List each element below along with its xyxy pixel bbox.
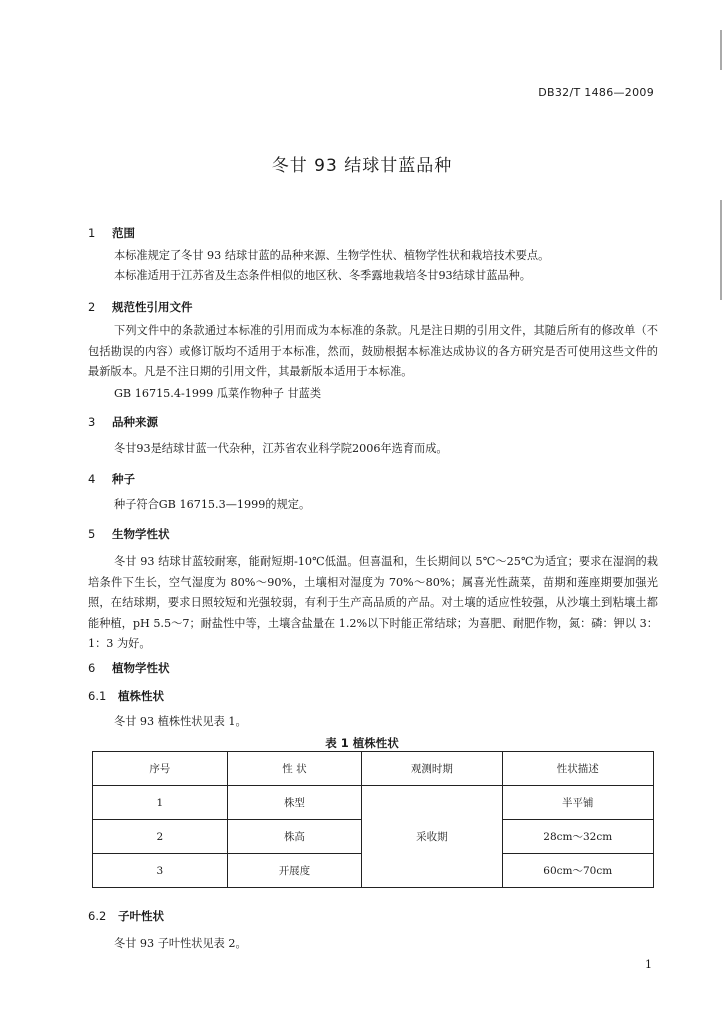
standard-code: DB32/T 1486—2009 xyxy=(538,86,654,99)
section-6-1-paragraph: 冬甘 93 植株性状见表 1。 xyxy=(114,715,247,728)
column-header: 性状描述 xyxy=(502,752,654,786)
section-3-heading xyxy=(88,414,158,430)
plant-traits-table xyxy=(92,751,654,888)
table-cell: 1 xyxy=(93,786,228,820)
section-title: 植物学性状 xyxy=(112,661,170,675)
section-title: 品种来源 xyxy=(112,415,158,429)
section-2-heading xyxy=(88,299,193,315)
section-number: 6.1 xyxy=(88,689,107,703)
section-5-heading xyxy=(88,526,170,542)
section-number: 3 xyxy=(88,415,96,429)
section-number: 2 xyxy=(88,300,96,314)
section-5-paragraph: 冬甘 93 结球甘蓝较耐寒，能耐短期-10℃低温。但喜温和，生长期间以 5℃～25℃为适宜；要求在湿润的栽培条件下生长，空气湿度为 80%～90%，土壤相对湿度为 70%～80%；属喜光性蔬菜，苗期和莲座期要加强光照，在结球期，要求日照较短和光强较弱，有利于生产高品质的产品。对土壤的适应性较强，从沙壤土到粘壤土都能种植，pH 5.5～7；耐盐性中等，土壤含盐量在 1.2%以下时能正常结球；为喜肥、耐肥作物，氮：磷：钾以 3：1：3 为好。 xyxy=(88,555,658,650)
section-1-paragraph-1: 本标准规定了冬甘 93 结球甘蓝的品种来源、生物学性状、植物学性状和栽培技术要点。 xyxy=(114,249,550,262)
column-header: 观测时期 xyxy=(362,752,502,786)
section-6-2-paragraph: 冬甘 93 子叶性状见表 2。 xyxy=(114,937,247,950)
table-cell: 28cm～32cm xyxy=(502,820,654,854)
section-6-heading xyxy=(88,660,170,676)
table-cell: 3 xyxy=(93,854,228,888)
section-title: 规范性引用文件 xyxy=(112,300,193,314)
table-cell: 60cm～70cm xyxy=(502,854,654,888)
table-cell: 半平铺 xyxy=(502,786,654,820)
scan-edge-mark xyxy=(720,30,722,70)
table-cell: 开展度 xyxy=(227,854,362,888)
section-1-heading xyxy=(88,225,135,241)
section-title: 植株性状 xyxy=(118,689,164,703)
section-6-2-heading xyxy=(88,908,164,924)
normative-reference: GB 16715.4-1999 瓜菜作物种子 甘蓝类 xyxy=(114,387,322,400)
section-6-1-heading xyxy=(88,688,164,704)
table-row xyxy=(93,786,654,820)
table-cell: 2 xyxy=(93,820,228,854)
column-header: 序号 xyxy=(93,752,228,786)
table-1-caption: 表 1 植株性状 xyxy=(325,736,399,750)
section-title: 范围 xyxy=(112,226,135,240)
section-number: 6 xyxy=(88,661,96,675)
section-2-paragraph: 下列文件中的条款通过本标准的引用而成为本标准的条款。凡是注日期的引用文件，其随后所有的修改单（不包括勘误的内容）或修订版均不适用于本标准，然而，鼓励根据本标准达成协议的各方研究是否可使用这些文件的最新版本。凡是不注日期的引用文件，其最新版本适用于本标准。 xyxy=(88,324,658,378)
section-number: 5 xyxy=(88,527,96,541)
section-title: 生物学性状 xyxy=(112,527,170,541)
column-header: 性 状 xyxy=(227,752,362,786)
table-cell: 株型 xyxy=(227,786,362,820)
section-title: 种子 xyxy=(112,472,135,486)
section-number: 1 xyxy=(88,226,96,240)
table-header-row xyxy=(93,752,654,786)
section-number: 4 xyxy=(88,472,96,486)
page-number: 1 xyxy=(645,958,652,971)
scan-edge-mark xyxy=(720,200,722,300)
table-cell: 株高 xyxy=(227,820,362,854)
section-4-heading xyxy=(88,471,135,487)
section-3-paragraph: 冬甘93是结球甘蓝一代杂种，江苏省农业科学院2006年选育而成。 xyxy=(114,442,448,455)
section-1-paragraph-2: 本标准适用于江苏省及生态条件相似的地区秋、冬季露地栽培冬甘93结球甘蓝品种。 xyxy=(114,269,531,282)
section-4-paragraph: 种子符合GB 16715.3—1999的规定。 xyxy=(114,498,311,511)
document-title: 冬甘 93 结球甘蓝品种 xyxy=(271,156,453,176)
observation-period-cell: 采收期 xyxy=(362,786,502,888)
section-title: 子叶性状 xyxy=(118,909,164,923)
section-number: 6.2 xyxy=(88,909,107,923)
